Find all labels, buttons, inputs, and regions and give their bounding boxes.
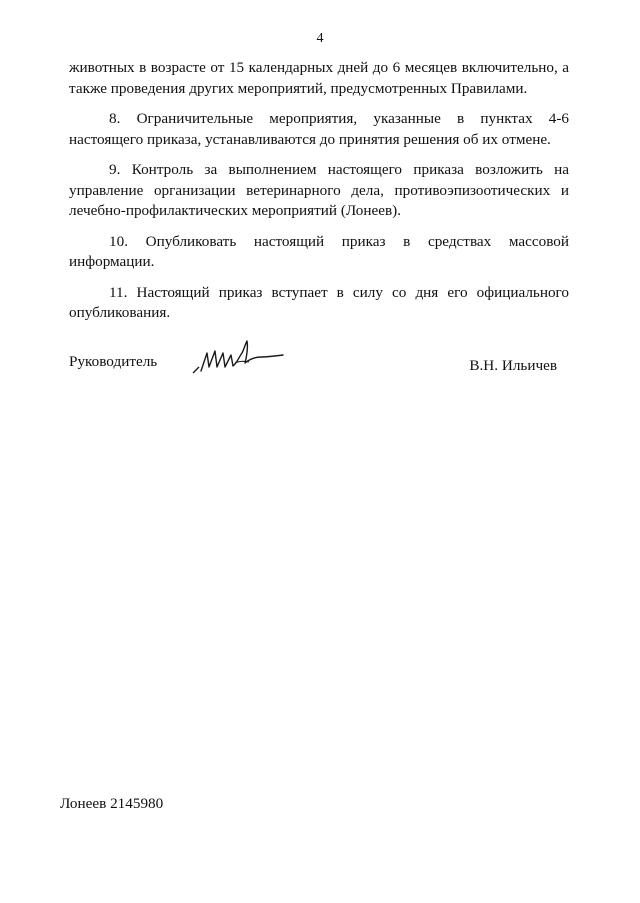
paragraph-9: 9. Контроль за выполнением настоящего приказа возложить на управление организации ветеринарного дела, противоэпизоотических и лечебно-профилактических мероприятий (Лонеев). [69, 161, 569, 219]
paragraph-11: 11. Настоящий приказ вступает в силу со дня его официального опубликования. [69, 283, 569, 321]
footer-note: Лонеев 2145980 [60, 795, 164, 812]
document-body [69, 58, 569, 324]
paragraph-10: 10. Опубликовать настоящий приказ в средствах массовой информации. [69, 232, 569, 270]
signatory-name: В.Н. Ильичев [469, 357, 557, 374]
paragraph-8: 8. Ограничительные мероприятия, указанные в пунктах 4-6 настоящего приказа, устанавливаются до принятия решения об их отмене. [69, 110, 569, 148]
signatory-title: Руководитель [69, 353, 158, 370]
paragraph-continuation: животных в возрасте от 15 календарных дней до 6 месяцев включительно, а также проведения других мероприятий, предусмотренных Правилами. [69, 59, 569, 97]
page-number: 4 [316, 31, 324, 46]
signature-block [69, 349, 569, 379]
handwritten-signature [187, 333, 287, 379]
